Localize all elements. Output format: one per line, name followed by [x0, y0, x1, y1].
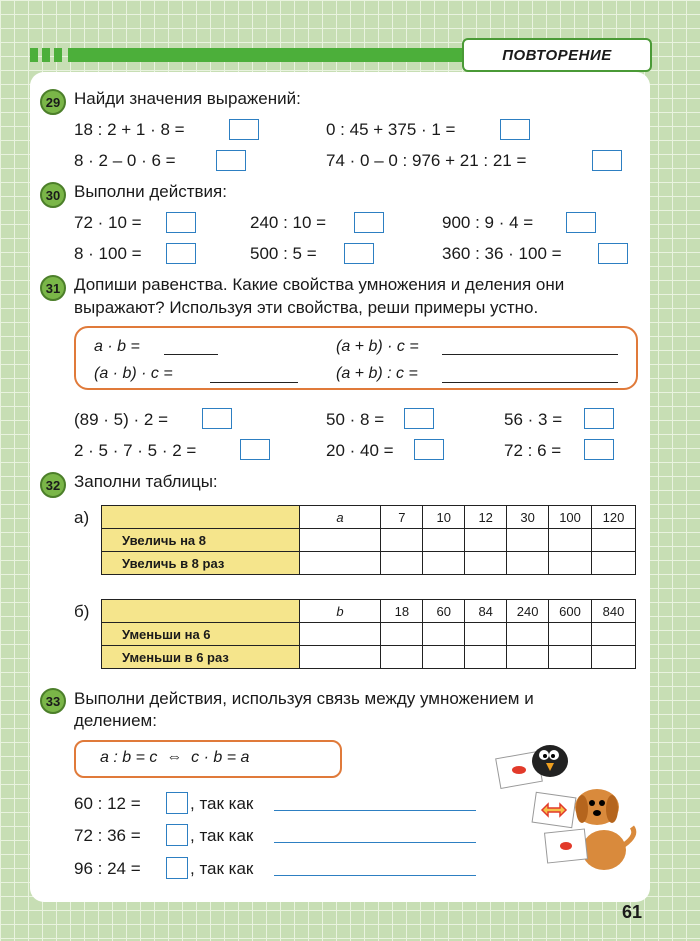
ex30-expr: 360 : 36 · 100 =	[442, 244, 562, 263]
answer-cell[interactable]	[465, 623, 507, 646]
row-label-text: Увеличь	[122, 532, 177, 548]
answer-cell[interactable]	[423, 529, 465, 552]
exercise-31-title-line1: Допиши равенства. Какие свойства умножения и деления они	[74, 275, 565, 294]
ex29-expr: 8 · 2 – 0 · 6 =	[74, 151, 176, 170]
formula: (a · b) · c =	[94, 365, 173, 382]
answer-line[interactable]	[274, 810, 476, 811]
row-label	[102, 529, 300, 552]
answer-cell[interactable]	[507, 623, 549, 646]
answer-cell[interactable]	[549, 552, 592, 575]
value-cell: 12	[465, 506, 507, 529]
ex33-expr: 72 : 36 =	[74, 826, 141, 845]
value-cell: 240	[507, 600, 549, 623]
variable-cell: b	[299, 600, 381, 623]
row-label	[102, 646, 300, 669]
answer-box[interactable]	[240, 439, 270, 460]
exercise-30-title: Выполни действия:	[74, 182, 227, 201]
answer-cell[interactable]	[423, 646, 465, 669]
table-b-label: б)	[74, 602, 90, 621]
row-label-text: Уменьши	[122, 649, 181, 665]
answer-box[interactable]	[166, 212, 196, 233]
answer-cell[interactable]	[465, 529, 507, 552]
exercise-29-title: Найди значения выражений:	[74, 89, 301, 108]
ex33-expr: 60 : 12 =	[74, 794, 141, 813]
answer-box[interactable]	[566, 212, 596, 233]
answer-cell[interactable]	[592, 623, 636, 646]
value-cell: 7	[381, 506, 423, 529]
answer-line[interactable]	[210, 382, 298, 383]
exercise-29-number: 29	[40, 89, 66, 115]
table-a-label: а)	[74, 508, 90, 527]
value-cell: 10	[423, 506, 465, 529]
section-tab: ПОВТОРЕНИЕ	[462, 38, 652, 72]
value-cell: 84	[465, 600, 507, 623]
exercise-30-number: 30	[40, 182, 66, 208]
answer-box[interactable]	[584, 439, 614, 460]
answer-box[interactable]	[166, 857, 188, 879]
answer-cell[interactable]	[299, 646, 381, 669]
answer-cell[interactable]	[507, 646, 549, 669]
exercise-33-number: 33	[40, 688, 66, 714]
value-cell: 18	[381, 600, 423, 623]
exercise-31-number: 31	[40, 275, 66, 301]
answer-cell[interactable]	[592, 529, 636, 552]
row-label-bold: на 6	[184, 626, 211, 642]
crow-icon	[532, 745, 568, 777]
card-arrows	[532, 792, 576, 827]
row-label-text: Уменьши	[122, 626, 181, 642]
ex30-expr: 240 : 10 =	[250, 213, 327, 232]
formula: (a + b) · c =	[336, 338, 419, 355]
exercise-33-title-line1: Выполни действия, используя связь между умножением и	[74, 689, 534, 708]
answer-cell[interactable]	[423, 623, 465, 646]
variable-cell: a	[299, 506, 381, 529]
ex31-expr: 2 · 5 · 7 · 5 · 2 =	[74, 441, 197, 460]
exercise-31-title-line2: выражают? Используя эти свойства, реши примеры устно.	[74, 298, 539, 317]
row-label-text: Увеличь	[122, 555, 177, 571]
formula: a · b =	[94, 338, 140, 355]
table-header-cell	[102, 506, 300, 529]
ex29-expr: 0 : 45 + 375 · 1 =	[326, 120, 456, 139]
answer-cell[interactable]	[381, 646, 423, 669]
answer-cell[interactable]	[381, 552, 423, 575]
answer-box[interactable]	[414, 439, 444, 460]
answer-cell[interactable]	[549, 529, 592, 552]
table-header-cell	[102, 600, 300, 623]
row-label-bold: в 6 раз	[184, 649, 229, 665]
answer-box[interactable]	[500, 119, 530, 140]
answer-cell[interactable]	[381, 623, 423, 646]
answer-line[interactable]	[442, 354, 618, 355]
ex33-expr: 96 : 24 =	[74, 859, 141, 878]
table-b	[101, 599, 636, 669]
answer-box[interactable]	[166, 792, 188, 814]
answer-box[interactable]	[592, 150, 622, 171]
ex31-expr: 20 · 40 =	[326, 441, 394, 460]
ex31-expr: 72 : 6 =	[504, 441, 562, 460]
row-label	[102, 623, 300, 646]
ex33-since: , так как	[190, 859, 254, 878]
value-cell: 840	[592, 600, 636, 623]
answer-cell[interactable]	[507, 529, 549, 552]
answer-cell[interactable]	[592, 552, 636, 575]
value-cell: 100	[549, 506, 592, 529]
card-bottom	[545, 829, 588, 863]
ex31-expr: 50 · 8 =	[326, 410, 385, 429]
answer-box[interactable]	[216, 150, 246, 171]
table-a	[101, 505, 636, 575]
ex30-expr: 900 : 9 · 4 =	[442, 213, 534, 232]
answer-box[interactable]	[166, 243, 196, 264]
answer-box[interactable]	[354, 212, 384, 233]
answer-cell[interactable]	[299, 552, 381, 575]
answer-box[interactable]	[166, 824, 188, 846]
answer-cell[interactable]	[299, 623, 381, 646]
header-stripe	[30, 48, 470, 62]
row-label-bold: в 8 раз	[180, 555, 225, 571]
ex30-expr: 500 : 5 =	[250, 244, 317, 263]
value-cell: 60	[423, 600, 465, 623]
ex33-since: , так как	[190, 826, 254, 845]
answer-box[interactable]	[584, 408, 614, 429]
answer-cell[interactable]	[423, 552, 465, 575]
exercise-32-number: 32	[40, 472, 66, 498]
exercise-32-title: Заполни таблицы:	[74, 472, 218, 491]
answer-line[interactable]	[442, 382, 618, 383]
ex29-expr: 74 · 0 – 0 : 976 + 21 : 21 =	[326, 151, 527, 170]
answer-box[interactable]	[404, 408, 434, 429]
answer-line[interactable]	[274, 875, 476, 876]
ex31-expr: (89 · 5) · 2 =	[74, 410, 169, 429]
formula: (a + b) : c =	[336, 365, 418, 382]
relation-formula: a : b = c ⇔ c · b = a	[100, 749, 250, 766]
answer-cell[interactable]	[549, 646, 592, 669]
answer-cell[interactable]	[465, 646, 507, 669]
ex33-since: , так как	[190, 794, 254, 813]
crow-dog-illustration	[492, 735, 642, 875]
answer-cell[interactable]	[299, 529, 381, 552]
answer-cell[interactable]	[381, 529, 423, 552]
page-number: 61	[622, 902, 643, 922]
answer-cell[interactable]	[592, 646, 636, 669]
answer-box[interactable]	[598, 243, 628, 264]
answer-box[interactable]	[344, 243, 374, 264]
exercise-33-title-line2: делением:	[74, 711, 157, 730]
ex30-expr: 8 · 100 =	[74, 244, 142, 263]
ex29-expr: 18 : 2 + 1 · 8 =	[74, 120, 185, 139]
answer-box[interactable]	[202, 408, 232, 429]
answer-cell[interactable]	[507, 552, 549, 575]
row-label	[102, 552, 300, 575]
answer-box[interactable]	[229, 119, 259, 140]
answer-cell[interactable]	[465, 552, 507, 575]
row-label-bold: на 8	[180, 532, 206, 548]
ex30-expr: 72 · 10 =	[74, 213, 142, 232]
answer-line[interactable]	[274, 842, 476, 843]
value-cell: 120	[592, 506, 636, 529]
answer-line[interactable]	[164, 354, 218, 355]
value-cell: 600	[549, 600, 592, 623]
answer-cell[interactable]	[549, 623, 592, 646]
value-cell: 30	[507, 506, 549, 529]
ex31-expr: 56 · 3 =	[504, 410, 563, 429]
